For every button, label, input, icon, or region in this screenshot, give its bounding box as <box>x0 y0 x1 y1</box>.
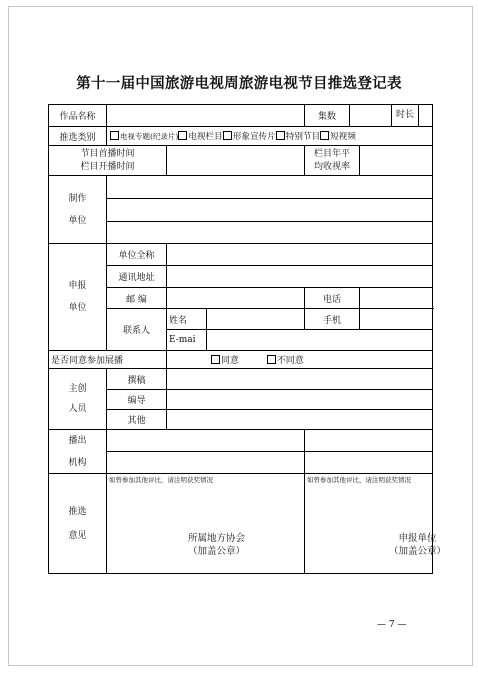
broadcaster-field-4[interactable] <box>305 452 433 474</box>
address-field[interactable] <box>167 266 433 288</box>
producer-field-3[interactable] <box>107 222 433 244</box>
phone-label: 电话 <box>305 288 360 309</box>
checkbox-icon <box>276 131 285 140</box>
episodes-label: 集数 <box>305 105 350 127</box>
exhibition-options <box>167 351 433 369</box>
regional-association-stamp: 所属地方协会 （加盖公章） <box>188 533 246 557</box>
director-field[interactable] <box>167 390 433 410</box>
form-title: 第十一届中国旅游电视周旅游电视节目推选登记表 <box>76 75 402 92</box>
unit-full-name-field[interactable] <box>167 244 433 266</box>
exhibition-agree[interactable]: 同意 <box>211 356 239 366</box>
duration-cell[interactable] <box>392 105 433 127</box>
checkbox-icon <box>211 355 220 364</box>
work-name-field[interactable] <box>107 105 305 127</box>
episodes-field[interactable] <box>350 105 392 127</box>
opinion-label: 推选 意见 <box>49 474 107 574</box>
awards-note-right: 如曾参加其他评比，请注明获奖情况 <box>307 476 411 484</box>
category-option-special[interactable]: 特别节目 <box>276 132 320 142</box>
writer-label: 撰稿 <box>107 369 167 390</box>
creators-label: 主创 人员 <box>49 369 107 430</box>
email-label: E-mai <box>167 330 207 351</box>
checkbox-icon <box>267 355 276 364</box>
postcode-label: 邮 编 <box>107 288 167 309</box>
category-option-documentary[interactable]: 电视专题(纪录片) <box>110 132 178 142</box>
writer-field[interactable] <box>167 369 433 390</box>
director-label: 编导 <box>107 390 167 410</box>
contact-label: 联系人 <box>107 309 167 351</box>
address-label: 通讯地址 <box>107 266 167 288</box>
work-name-label: 作品名称 <box>49 105 107 127</box>
producer-field-2[interactable] <box>107 199 433 222</box>
producer-label: 制作 单位 <box>49 176 107 244</box>
checkbox-icon <box>110 131 119 140</box>
broadcaster-field-2[interactable] <box>305 430 433 452</box>
mobile-label: 手机 <box>305 309 360 330</box>
avg-rating-label: 栏目年平 均收视率 <box>305 146 360 176</box>
category-option-short-video[interactable]: 短视频 <box>320 132 356 142</box>
page-number: — 7 — <box>377 620 407 630</box>
others-field[interactable] <box>167 410 433 430</box>
postcode-field[interactable] <box>167 288 305 309</box>
unit-full-name-label: 单位全称 <box>107 244 167 266</box>
checkbox-icon <box>178 131 187 140</box>
applicant-opinion[interactable] <box>305 474 447 574</box>
duration-label: 时长 <box>392 105 419 126</box>
regional-association-opinion[interactable] <box>107 474 305 574</box>
phone-field[interactable] <box>360 288 433 309</box>
exhibition-disagree[interactable]: 不同意 <box>267 356 304 366</box>
checkbox-icon <box>223 131 232 140</box>
category-options <box>107 127 433 146</box>
awards-note-left: 如曾参加其他评比，请注明获奖情况 <box>109 476 213 484</box>
applicant-label: 申报 单位 <box>49 244 107 351</box>
email-field[interactable] <box>207 330 433 351</box>
category-option-promo[interactable]: 形象宣传片 <box>223 132 276 142</box>
checkbox-icon <box>320 131 329 140</box>
mobile-field[interactable] <box>360 309 433 330</box>
broadcaster-field-3[interactable] <box>107 452 305 474</box>
contact-name-field[interactable] <box>207 309 305 330</box>
contact-name-label: 姓名 <box>167 309 207 330</box>
registration-form <box>48 104 447 574</box>
exhibition-label: 是否同意参加展播 <box>49 351 167 369</box>
applicant-stamp: 申报单位 （加盖公章） <box>389 533 447 557</box>
category-option-program[interactable]: 电视栏目 <box>178 132 222 142</box>
premiere-time-field[interactable] <box>167 146 305 176</box>
avg-rating-field[interactable] <box>360 146 433 176</box>
producer-field-1[interactable] <box>107 176 433 199</box>
broadcaster-label: 播出 机构 <box>49 430 107 474</box>
premiere-time-label: 节目首播时间 栏目开播时间 <box>49 146 167 176</box>
others-label: 其他 <box>107 410 167 430</box>
broadcaster-field-1[interactable] <box>107 430 305 452</box>
category-label: 推选类别 <box>49 127 107 146</box>
